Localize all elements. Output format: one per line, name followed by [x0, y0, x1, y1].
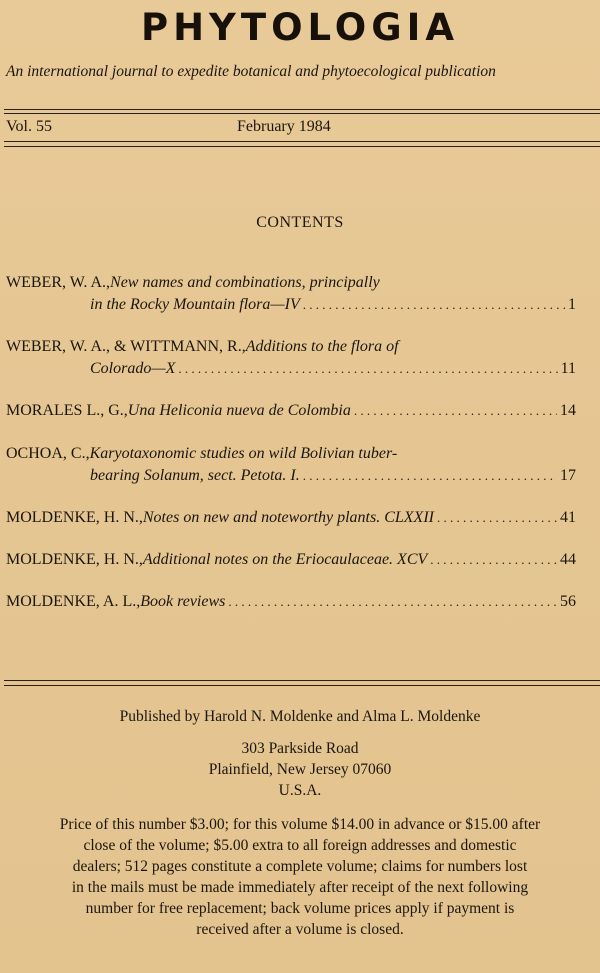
- toc-leader-dots: [354, 403, 557, 419]
- toc-entry-0-line1: [6, 274, 576, 292]
- toc-entry-0-line2: [90, 296, 576, 314]
- contents-heading: CONTENTS: [256, 214, 344, 231]
- price-line-1: close of the volume; $5.00 extra to all foreign addresses and domestic: [83, 837, 517, 854]
- toc-entry-6-title-line1: Book reviews: [140, 593, 226, 610]
- toc-entry-3-title-line2: bearing Solanum, sect. Petota. I.: [90, 467, 300, 484]
- journal-title: PHYTOLOGIA: [140, 6, 460, 49]
- toc-entry-0-author: WEBER, W. A.,: [6, 274, 111, 291]
- toc-entry-1-line2: [90, 360, 576, 378]
- header-rule-top: [4, 109, 600, 110]
- toc-leader-dots: [437, 510, 557, 526]
- header-rule-top-inner: [4, 113, 600, 114]
- toc-entry-2-title-line1: Una Heliconia nueva de Colombia: [127, 402, 351, 419]
- publisher-street: 303 Parkside Road: [241, 740, 359, 757]
- toc-entry-1-line1: [6, 338, 576, 356]
- toc-leader-dots: [430, 552, 557, 568]
- toc-entry-2-page: 14: [560, 402, 576, 419]
- toc-entry-1-title-line2: Colorado—X: [90, 360, 176, 377]
- toc-entry-5-title-line1: Additional notes on the Eriocaulaceae. XCV: [142, 551, 428, 568]
- price-notice: [6, 814, 594, 940]
- header-rule-bottom: [4, 141, 600, 142]
- toc-entry-0-title-line1: New names and combinations, principally: [110, 274, 380, 291]
- toc-leader-dots: [303, 297, 565, 313]
- price-line-0: Price of this number $3.00; for this volume $14.00 in advance or $15.00 after: [59, 816, 541, 833]
- price-line-2: dealers; 512 pages constitute a complete volume; claims for numbers lost: [72, 858, 528, 875]
- publisher-country: U.S.A.: [278, 782, 322, 799]
- toc-entry-0-title-line2: in the Rocky Mountain flora—IV: [90, 296, 300, 313]
- footer-rule-bottom: [4, 685, 600, 686]
- toc-entry-5-page: 44: [560, 551, 576, 568]
- toc-leader-dots: [303, 468, 557, 484]
- toc-entry-1-title-line1: Additions to the flora of: [245, 338, 399, 355]
- journal-subtitle: An international journal to expedite botanical and phytoecological publication: [6, 63, 496, 80]
- issue-date: February 1984: [237, 118, 331, 135]
- toc-entry-3-title-line1: Karyotaxonomic studies on wild Bolivian tuber-: [89, 445, 398, 462]
- toc-entry-4-author: MOLDENKE, H. N.,: [6, 509, 143, 526]
- footer-rule-top: [4, 680, 600, 681]
- toc-entry-0-page: 1: [568, 296, 576, 313]
- price-line-4: number for free replacement; back volume prices apply if payment is: [85, 900, 515, 917]
- toc-entry-5-author: MOLDENKE, H. N.,: [6, 551, 143, 568]
- price-line-3: in the mails must be made immediately after receipt of the next following: [71, 879, 529, 896]
- toc-entry-5-line1: [6, 551, 576, 569]
- volume-number: Vol. 55: [6, 118, 52, 135]
- toc-entry-6-page: 56: [560, 593, 576, 610]
- toc-leader-dots: [228, 594, 557, 610]
- toc-entry-2-author: MORALES L., G.,: [6, 402, 128, 419]
- toc-entry-3-page: 17: [560, 467, 576, 484]
- publisher-city: Plainfield, New Jersey 07060: [208, 761, 392, 778]
- toc-entry-6-author: MOLDENKE, A. L.,: [6, 593, 141, 610]
- header-rule-bottom-inner: [4, 146, 600, 147]
- toc-entry-4-title-line1: Notes on new and noteworthy plants. CLXXII: [142, 509, 434, 526]
- toc-entry-4-page: 41: [560, 509, 576, 526]
- toc-leader-dots: [178, 361, 557, 377]
- toc-entry-3-line2: [90, 467, 576, 485]
- toc-entry-2-line1: [6, 402, 576, 420]
- toc-entry-3-line1: [6, 445, 576, 463]
- toc-entry-3-author: OCHOA, C.,: [6, 445, 90, 462]
- publisher-line: Published by Harold N. Moldenke and Alma L. Moldenke: [119, 708, 481, 725]
- toc-entry-6-line1: [6, 593, 576, 611]
- toc-entry-1-author: WEBER, W. A., & WITTMANN, R.,: [6, 338, 246, 355]
- toc-entry-4-line1: [6, 509, 576, 527]
- price-line-5: received after a volume is closed.: [196, 921, 404, 938]
- toc-entry-1-page: 11: [560, 360, 576, 377]
